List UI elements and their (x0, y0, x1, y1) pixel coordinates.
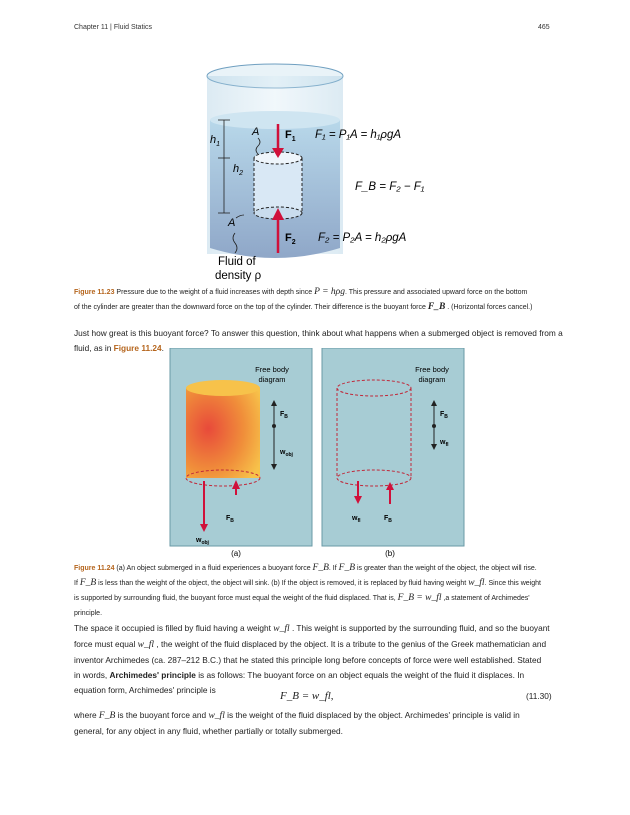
eq-fb: F_B = F₂ − F₁ (355, 181, 425, 193)
fluid-label-2: density ρ (215, 270, 262, 282)
h2-label: $h_2$ (233, 163, 244, 177)
area-bottom-label: A (228, 217, 236, 229)
page-number: 465 (538, 24, 550, 31)
paragraph-1: Just how great is this buoyant force? To answer this question, think about what happens when a submerged object is removed from a fluid, as in Figure 11.24. (74, 328, 563, 353)
paragraph-3: where F_B is the buoyant force and w_fl is the weight of the fluid displaced by the object. Archimedes' principle is valid in general, for any object in any fluid, whether partially or totally submerged. (74, 710, 520, 736)
fbd-title-a: Free body (255, 365, 289, 374)
figure-link[interactable]: Figure 11.24 (113, 343, 162, 353)
figure-11-24 (168, 348, 468, 558)
figure-11-24-caption: Figure 11.24 (a) An object submerged in a fluid experiences a buoyant force F_B. If F_B is greater than the weight of the object, the object will rise. If F_B is less than the weight of the object, the object will sink. (b) If the object is removed, it is replaced by fluid having weight w_fl. Since this weight is supported by surrounding fluid, the buoyant force must equal the weight of the fluid displaced. That is, F_B = w_fl ,a statement of Archimedes' principle. (74, 563, 541, 617)
caption-label: Figure 11.23 (74, 289, 115, 296)
area-top-label: A (252, 126, 260, 138)
panel-b-label: (b) (385, 549, 395, 558)
equation-11-30: F_B = w_fl, (280, 690, 334, 702)
fbd-fb-b: $F_B$ (440, 411, 448, 420)
figure-11-23-caption: Figure 11.23 Pressure due to the weight of a fluid increases with depth since P = hρg. This pressure and associated upward force on the bottom of the cylinder are greater than the downward force on the top of the cylinder. Their difference is the buoyant force F_B . (Horizontal forces cancel.) (74, 287, 533, 312)
panel-a-label: (a) (231, 549, 241, 558)
fbd-fb-a: $F_B$ (280, 411, 288, 420)
paragraph-2: The space it occupied is filled by fluid having a weight w_fl . This weight is supported by the surrounding fluid, and so the buoyant force must equal w_fl , the weight of the fluid displaced by the object. It is a tribute to the genius of the Greek mathematician and inventor Archimedes (ca. 287–212 B.C.) that he stated this principle long before concepts of force were well established. Stated in words, Archimedes' principle is as follows: The buoyant force on an object equals the weight of the fluid it displaces. In equation form, Archimedes' principle is (74, 623, 550, 695)
fbd-wobj-a: $w_{obj}$ (280, 449, 293, 458)
submerged-cylinder (254, 158, 302, 213)
fbd-title-b: Free body (415, 365, 449, 374)
f2-label: $F_2$ (285, 232, 296, 246)
equation-number: (11.30) (526, 691, 552, 701)
eq-f1: F₁ = P₁A = h₁ρgA (315, 129, 402, 141)
figure-11-23 (190, 58, 460, 283)
h1-label: $h_1$ (210, 134, 221, 148)
fb-label-b: $F_B$ (384, 515, 392, 524)
f1-label: $F_1$ (285, 129, 296, 143)
eq-f2: F₂ = P₂A = h₂ρgA (318, 232, 407, 244)
fluid-label-1: Fluid of (218, 256, 256, 268)
object-top (186, 380, 260, 396)
svg-text:diagram: diagram (418, 375, 446, 384)
wobj-label-a: $w_{obj}$ (196, 537, 209, 546)
svg-text:diagram: diagram (258, 375, 286, 384)
fbd-wfl-b: $w_{fl}$ (440, 439, 449, 448)
fb-label-a: $F_B$ (226, 515, 234, 524)
object-cylinder (186, 388, 260, 478)
chapter-header: Chapter 11 | Fluid Statics (74, 24, 152, 31)
archimedes-term: Archimedes' principle (109, 670, 196, 680)
wfl-label-b: $w_{fl}$ (352, 515, 361, 524)
